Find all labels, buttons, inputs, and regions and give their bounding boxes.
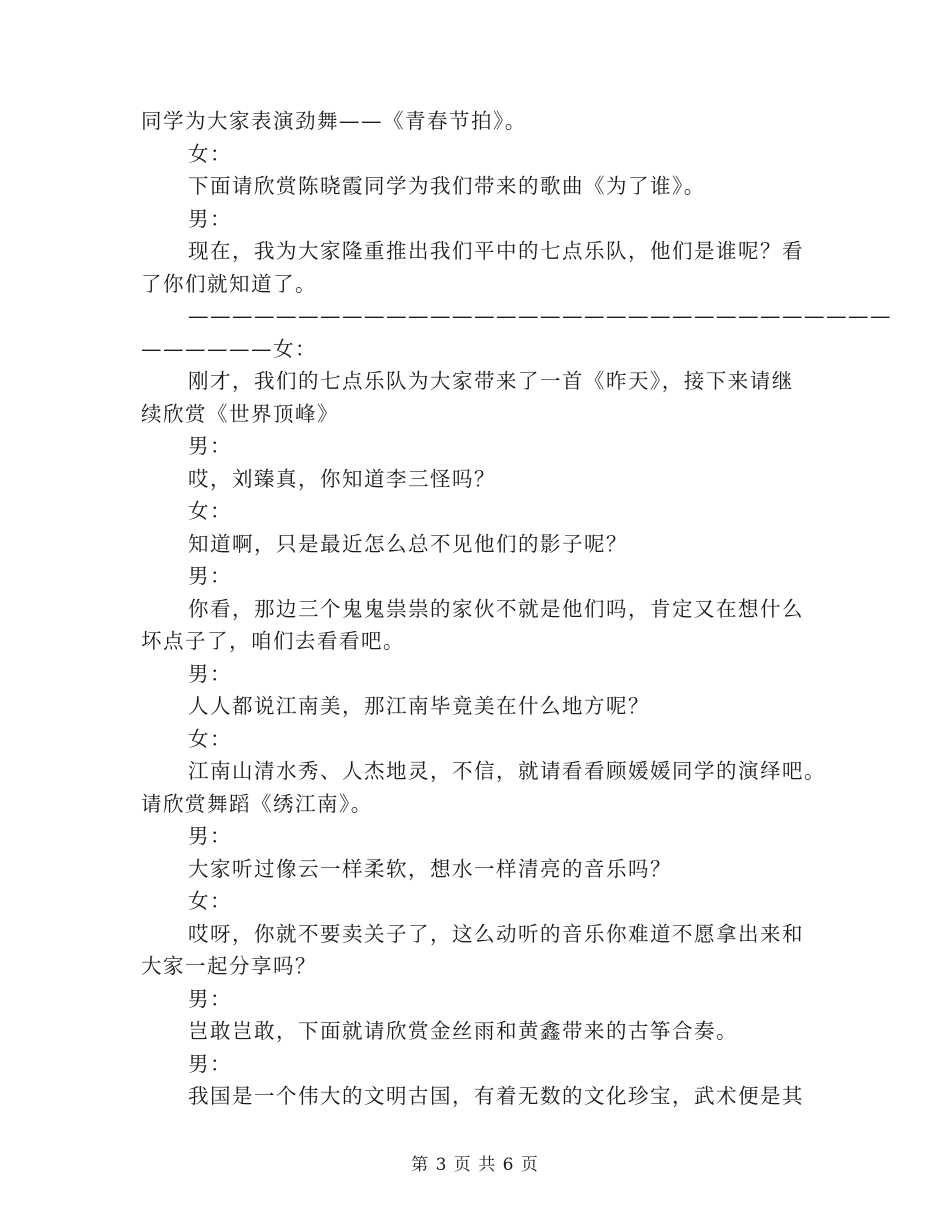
text-line: 坏点子了，咱们去看看吧。 <box>141 629 405 653</box>
text-line: 了你们就知道了。 <box>141 271 317 296</box>
page-footer: 第 3 页 共 6 页 <box>411 1155 539 1175</box>
text-line: 哎呀，你就不要卖关子了，这么动听的音乐你难道不愿拿出来和 <box>188 921 804 946</box>
text-line: 下面请欣赏陈晓霞同学为我们带来的歌曲《为了谁》。 <box>188 174 706 198</box>
text-line: 大家一起分享吗？ <box>141 954 317 978</box>
text-line: ——————女： <box>141 336 317 361</box>
text-line: 男： <box>188 564 232 588</box>
text-line: ———————————————————————————————— <box>188 304 892 328</box>
text-line: 续欣赏《世界顶峰》 <box>141 401 339 426</box>
text-line: 男： <box>188 1051 232 1076</box>
document-body <box>141 105 892 1113</box>
text-line: 女： <box>188 499 232 523</box>
text-line: 男： <box>188 824 232 848</box>
text-line: 现在，我为大家隆重推出我们平中的七点乐队，他们是谁呢？看 <box>188 239 804 263</box>
text-line: 大家听过像云一样柔软，想水一样清亮的音乐吗？ <box>188 856 672 881</box>
text-line: 江南山清水秀、人杰地灵，不信，就请看看顾媛媛同学的演绎吧。 <box>188 759 826 783</box>
text-line: 女： <box>188 726 232 751</box>
text-line: 男： <box>188 986 232 1011</box>
text-line: 女： <box>188 889 232 913</box>
text-line: 男： <box>188 206 232 231</box>
text-line: 刚才，我们的七点乐队为大家带来了一首《昨天》，接下来请继 <box>188 369 794 393</box>
text-line: 男： <box>188 434 232 458</box>
text-line: 人人都说江南美，那江南毕竟美在什么地方呢？ <box>188 694 650 718</box>
text-line: 男： <box>188 661 232 686</box>
text-line: 同学为大家表演劲舞——《青春节拍》。 <box>141 109 527 133</box>
text-line: 知道啊，只是最近怎么总不见他们的影子呢？ <box>188 531 628 556</box>
text-line: 哎，刘臻真，你知道李三怪吗？ <box>188 466 496 491</box>
text-line: 请欣赏舞蹈《绣江南》。 <box>141 791 373 816</box>
text-line: 我国是一个伟大的文明古国，有着无数的文化珍宝，武术便是其 <box>188 1084 804 1108</box>
text-line: 你看，那边三个鬼鬼祟祟的家伙不就是他们吗，肯定又在想什么 <box>188 596 804 621</box>
text-line: 女： <box>188 141 232 166</box>
text-line: 岂敢岂敢，下面就请欣赏金丝雨和黄鑫带来的古筝合奏。 <box>188 1019 738 1043</box>
